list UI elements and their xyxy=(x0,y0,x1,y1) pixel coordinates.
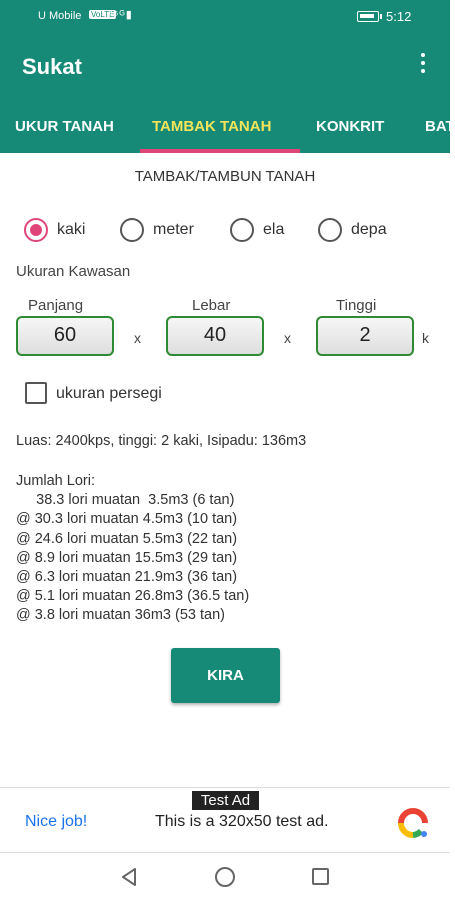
radio-label: kaki xyxy=(57,221,86,238)
carrier-name: U Mobile xyxy=(38,10,82,22)
back-icon[interactable] xyxy=(119,867,139,887)
tab-tambak-tanah[interactable]: TAMBAK TANAH xyxy=(152,118,272,135)
app-title: Sukat xyxy=(22,54,82,79)
volte-badge: VoLTE xyxy=(91,10,115,19)
panjang-input[interactable]: 60 xyxy=(16,316,114,356)
ad-logo-icon xyxy=(397,807,429,839)
ad-nice-text: Nice job! xyxy=(25,813,88,830)
radio-label: meter xyxy=(153,221,194,238)
result-text: Luas: 2400kps, tinggi: 2 kaki, Isipadu: 136m3 xyxy=(16,433,307,449)
tab-bat[interactable]: BAT xyxy=(425,118,455,135)
lebar-label: Lebar xyxy=(192,297,231,314)
app-bar xyxy=(0,34,450,100)
recent-apps-icon[interactable] xyxy=(312,868,329,885)
radio-unchecked-icon xyxy=(318,218,342,242)
lori-line: @ 30.3 lori muatan 4.5m3 (10 tan) xyxy=(16,511,238,528)
lebar-input[interactable]: 40 xyxy=(166,316,264,356)
radio-depa[interactable] xyxy=(318,218,387,242)
radio-unchecked-icon xyxy=(120,218,144,242)
kira-button[interactable]: KIRA xyxy=(171,648,280,703)
radio-label: ela xyxy=(263,221,285,238)
lori-line: @ 24.6 lori muatan 5.5m3 (22 tan) xyxy=(16,530,238,547)
ad-tag: Test Ad xyxy=(192,791,259,810)
tinggi-label: Tinggi xyxy=(336,297,377,314)
status-bar xyxy=(0,0,450,34)
lori-line: @ 6.3 lori muatan 21.9m3 (36 tan) xyxy=(16,569,238,586)
radio-label: depa xyxy=(351,221,387,238)
radio-ela[interactable] xyxy=(230,218,284,242)
area-label: Ukuran Kawasan xyxy=(16,263,131,280)
checkbox-label: ukuran persegi xyxy=(56,385,162,402)
radio-meter[interactable] xyxy=(120,218,194,242)
section-title: TAMBAK/TAMBUN TANAH xyxy=(134,168,316,185)
ukuran-persegi-checkbox[interactable] xyxy=(25,382,47,404)
active-tab-indicator xyxy=(140,149,300,153)
home-icon[interactable] xyxy=(215,867,235,887)
lori-heading: Jumlah Lori: xyxy=(16,473,95,489)
ad-banner[interactable] xyxy=(0,787,450,853)
signal-icon: ⁴⁶ᴳ▮ xyxy=(108,9,133,21)
lori-line: @ 8.9 lori muatan 15.5m3 (29 tan) xyxy=(16,549,238,566)
lori-line: @ 5.1 lori muatan 26.8m3 (36.5 tan) xyxy=(16,588,250,605)
ad-text: This is a 320x50 test ad. xyxy=(155,813,329,830)
tinggi-input[interactable]: 2 xyxy=(316,316,414,356)
radio-checked-icon xyxy=(24,218,48,242)
nav-bar xyxy=(0,853,450,900)
panjang-label: Panjang xyxy=(28,297,84,314)
tab-ukur-tanah[interactable]: UKUR TANAH xyxy=(15,118,114,135)
tab-bar xyxy=(0,100,455,153)
radio-kaki[interactable] xyxy=(24,218,85,242)
tab-konkrit[interactable]: KONKRIT xyxy=(316,118,385,135)
battery-tip xyxy=(380,14,382,19)
lori-list xyxy=(16,472,249,626)
lori-line: @ 3.8 lori muatan 36m3 (53 tan) xyxy=(16,607,225,624)
times-sign: x xyxy=(284,330,291,346)
status-time: 5:12 xyxy=(386,9,412,24)
lori-line: 38.3 lori muatan 3.5m3 (6 tan) xyxy=(16,492,235,509)
times-sign: x xyxy=(134,330,141,346)
unit-suffix: k xyxy=(422,330,429,346)
more-options-icon[interactable] xyxy=(416,53,430,79)
battery-icon xyxy=(357,11,379,22)
radio-unchecked-icon xyxy=(230,218,254,242)
